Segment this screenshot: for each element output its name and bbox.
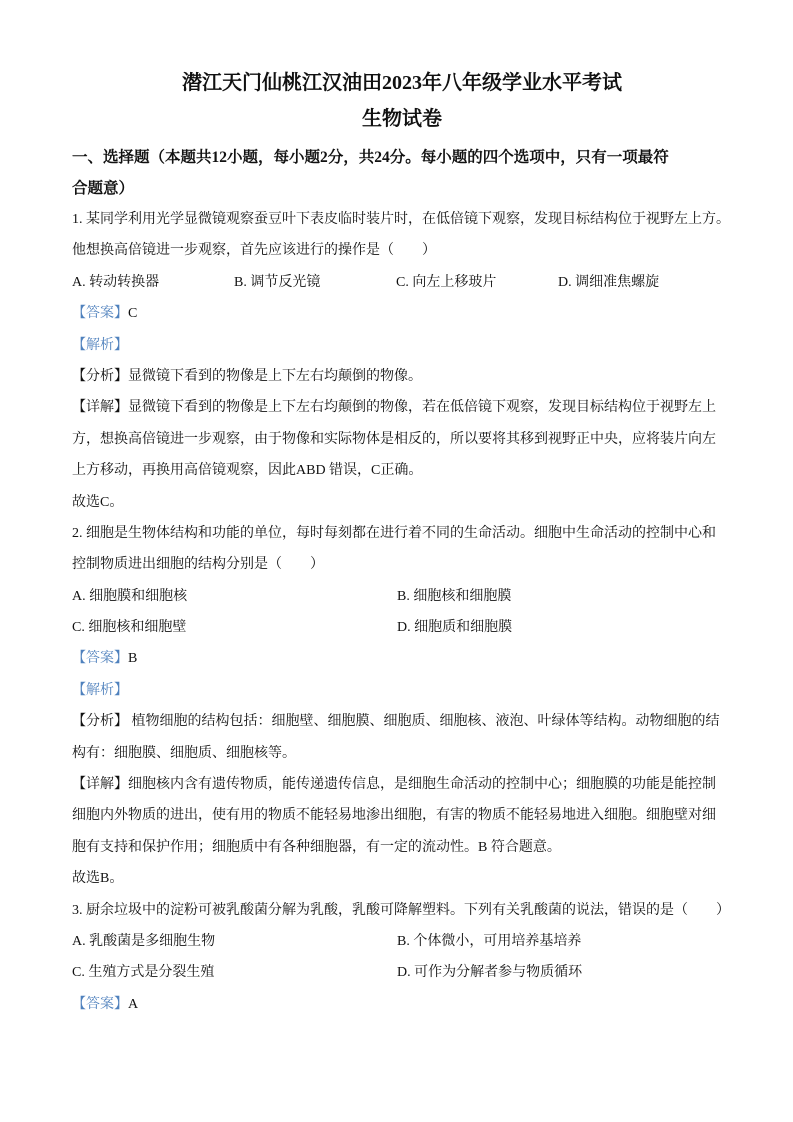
detail: 方，想换高倍镜进一步观察，由于物像和实际物体是相反的，所以要将其移到视野正中央，应将装片向左 — [72, 431, 716, 447]
detail: 【详解】显微镜下看到的物像是上下左右均颠倒的物像，若在低倍镜下观察，发现目标结构位于视野左上 — [72, 400, 716, 416]
option-d: D. 调细准焦螺旋 — [558, 274, 660, 290]
answer-label: 【答案】 — [72, 651, 128, 667]
conclusion: 故选B。 — [72, 871, 124, 887]
explain-label: 【解析】 — [72, 337, 128, 353]
doc-title: 潜江天门仙桃江汉油田2023年八年级学业水平考试 — [182, 72, 622, 94]
detail: 细胞内外物质的进出，使有用的物质不能轻易地渗出细胞，有害的物质不能轻易地进入细胞。细胞壁对细 — [72, 808, 716, 824]
option-b: B. 细胞核和细胞膜 — [397, 588, 512, 604]
doc-subtitle: 生物试卷 — [362, 108, 442, 130]
detail: 【详解】细胞核内含有遗传物质，能传递遗传信息，是细胞生命活动的控制中心；细胞膜的功能是能控制 — [72, 777, 716, 793]
answer-line — [72, 643, 732, 674]
section-line: 合题意） — [72, 180, 135, 197]
question-stem: 3. 厨余垃圾中的淀粉可被乳酸菌分解为乳酸，乳酸可降解塑料。下列有关乳酸菌的说法，错误的是（ ） — [72, 902, 730, 918]
explain-label: 【解析】 — [72, 682, 128, 698]
option-d: D. 可作为分解者参与物质循环 — [397, 965, 583, 981]
question-stem: 他想换高倍镜进一步观察，首先应该进行的操作是（ ） — [72, 243, 436, 259]
analysis: 【分析】 植物细胞的结构包括：细胞壁、细胞膜、细胞质、细胞核、液泡、叶绿体等结构。动物细胞的结 — [72, 714, 720, 730]
analysis: 【分析】显微镜下看到的物像是上下左右均颠倒的物像。 — [72, 368, 422, 384]
option-b: B. 调节反光镜 — [234, 274, 321, 290]
option-c: C. 生殖方式是分裂生殖 — [72, 965, 215, 981]
option-a: A. 转动转换器 — [72, 274, 160, 290]
answer-label: 【答案】 — [72, 996, 128, 1012]
detail: 胞有支持和保护作用；细胞质中有各种细胞器，有一定的流动性。B 符合题意。 — [72, 839, 561, 855]
option-d: D. 细胞质和细胞膜 — [397, 620, 513, 636]
detail: 上方移动，再换用高倍镜观察，因此ABD 错误，C正确。 — [72, 463, 423, 479]
option-b: B. 个体微小，可用培养基培养 — [397, 933, 582, 949]
option-a: A. 细胞膜和细胞核 — [72, 588, 188, 604]
question-2 — [72, 518, 732, 895]
options — [72, 612, 732, 643]
question-stem: 1. 某同学利用光学显微镜观察蚕豆叶下表皮临时装片时，在低倍镜下观察，发现目标结构位于视野左上方。 — [72, 212, 730, 227]
answer-label: 【答案】 — [72, 306, 128, 322]
question-stem: 控制物质进出细胞的结构分别是（ ） — [72, 557, 324, 573]
answer-value: A — [128, 996, 139, 1012]
options — [72, 957, 732, 988]
option-c: C. 细胞核和细胞壁 — [72, 620, 187, 636]
options — [72, 926, 732, 957]
conclusion: 故选C。 — [72, 494, 124, 510]
answer-line — [72, 989, 732, 1020]
section-heading — [72, 142, 732, 204]
options — [72, 581, 732, 612]
option-c: C. 向左上移玻片 — [396, 274, 497, 290]
document-page — [72, 66, 732, 1020]
question-1 — [72, 204, 732, 518]
analysis: 构有：细胞膜、细胞质、细胞核等。 — [72, 745, 296, 761]
question-3 — [72, 895, 732, 1021]
answer-value: B — [128, 651, 138, 667]
question-stem: 2. 细胞是生物体结构和功能的单位，每时每刻都在进行着不同的生命活动。细胞中生命活动的控制中心和 — [72, 525, 716, 541]
section-line: 一、选择题（本题共12小题，每小题2分，共24分。每小题的四个选项中，只有一项最符 — [72, 149, 669, 166]
answer-value: C — [128, 306, 138, 322]
option-a: A. 乳酸菌是多细胞生物 — [72, 933, 216, 949]
answer-line — [72, 298, 732, 329]
options — [72, 267, 732, 298]
